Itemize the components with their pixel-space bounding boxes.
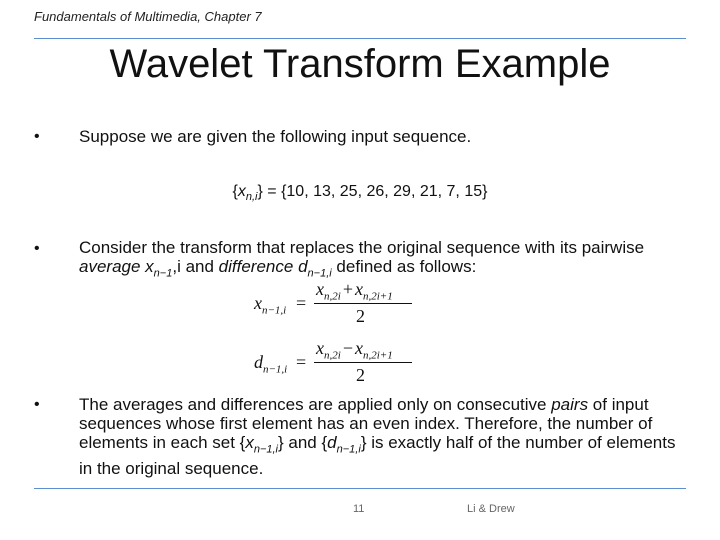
average-fraction-bar xyxy=(314,303,412,304)
average-lhs: $x_{n-1,i}$ xyxy=(254,293,287,317)
footer-divider xyxy=(34,488,686,489)
slide-title: Wavelet Transform Example xyxy=(109,42,611,86)
bullet-marker-2: • xyxy=(34,240,40,257)
bullet-text-1: Suppose we are given the following input sequence. xyxy=(79,127,472,146)
header-divider xyxy=(34,38,686,39)
footer-authors: Li & Drew xyxy=(467,503,515,515)
input-sequence: $\{x_{n,i}\} = \{10$, 13, 25, 26, 29, 21, 7, 15} xyxy=(232,183,488,204)
bullet-marker-3: • xyxy=(34,396,40,413)
average-formula: $x_{n-1,i}$ = $x_{n,2i} + x_{n,2i+1}$ 2 xyxy=(254,279,454,329)
average-numerator: $x_{n,2i} + x_{n,2i+1}$ xyxy=(316,279,393,303)
difference-lhs: $d_{n-1,i}$ xyxy=(254,352,288,376)
average-denominator: 2 xyxy=(356,306,365,326)
difference-formula: $d_{n-1,i}$ = $x_{n,2i} - x_{n,2i+1}$ 2 xyxy=(254,338,454,388)
running-header: Fundamentals of Multimedia, Chapter 7 xyxy=(34,9,262,24)
difference-denominator: 2 xyxy=(356,365,365,385)
bullet-text-3: The averages and differences are applied only on consecutive pairs of input sequences whose first element has an even index. Therefore, the number of elements in each set $\{x_{n-1,i}\}$ and $\{d_{n-1,i}\}$ is exactly half of the number of elements in the original sequence. xyxy=(79,395,676,479)
difference-fraction-bar xyxy=(314,362,412,363)
bullet-marker-1: • xyxy=(34,128,40,145)
page-number: 11 xyxy=(353,503,365,515)
bullet-text-2: Consider the transform that replaces the original sequence with its pairwise average $x_{n-1},i$ and difference $d_{n-1,i}$ defined as follows: xyxy=(79,238,645,280)
difference-numerator: $x_{n,2i} - x_{n,2i+1}$ xyxy=(316,338,393,362)
